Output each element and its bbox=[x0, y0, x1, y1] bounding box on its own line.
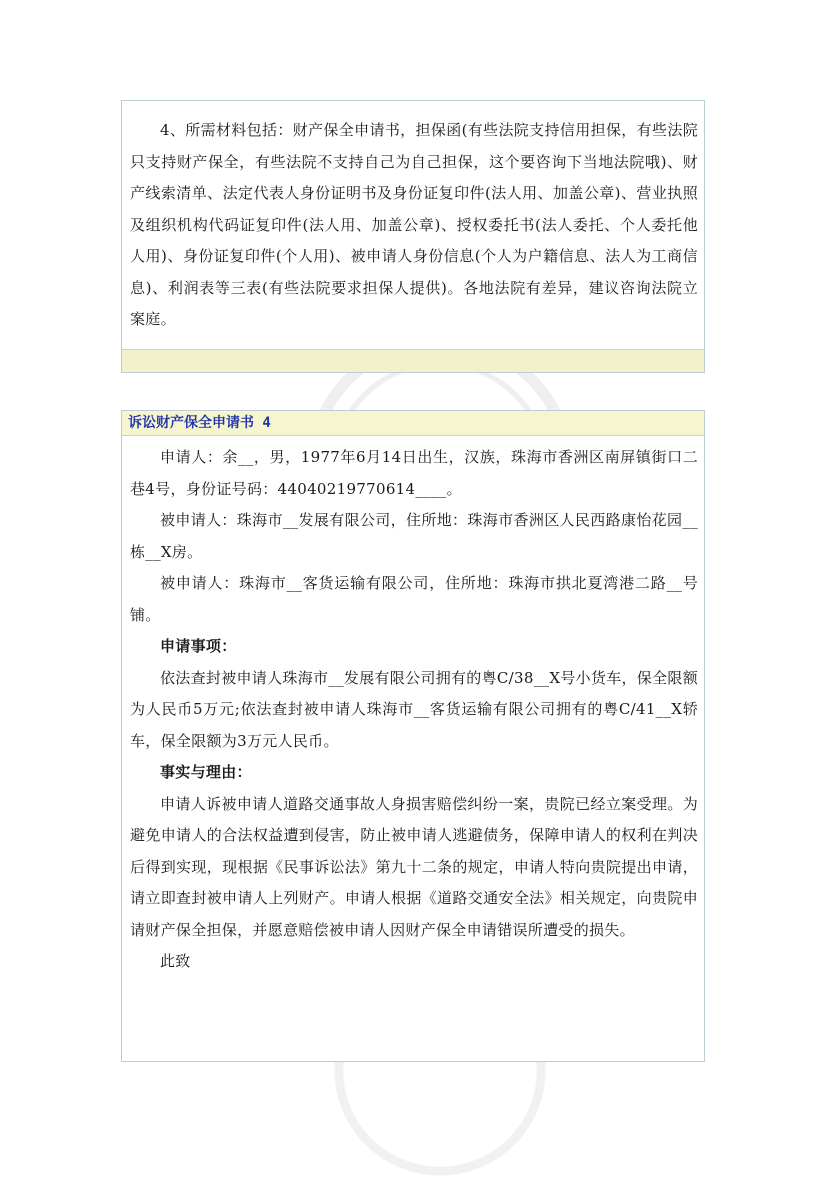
facts-heading: 事实与理由： bbox=[160, 763, 252, 781]
materials-section bbox=[121, 100, 705, 373]
facts-paragraph: 申请人诉被申请人道路交通事故人身损害赔偿纠纷一案，贵院已经立案受理。为避免申请人的合法权益遭到侵害，防止被申请人逃避债务，保障申请人的权利在判决后得到实现，现根据《民事诉讼法》第九十二条的规定，申请人特向贵院提出申请，请立即查封被申请人上列财产。申请人根据《道路交通安全法》相关规定，向贵院申请财产保全担保，并愿意赔偿被申请人因财产保全申请错误所遭受的损失。 bbox=[130, 794, 698, 939]
closing-line: 此致 bbox=[160, 952, 191, 970]
section-title: 诉讼财产保全申请书 4 bbox=[122, 411, 704, 436]
materials-paragraph: 4、所需材料包括：财产保全申请书，担保函(有些法院支持信用担保，有些法院只支持财产保全，有些法院不支持自己为自己担保，这个要咨询下当地法院哦)、财产线索清单、法定代表人身份证明书及身份证复印件(法人用、加盖公章)、营业执照及组织机构代码证复印件(法人用、加盖公章)、授权委托书(法人委托、个人委托他人用)、身份证复印件(个人用)、被申请人身份信息(个人为户籍信息、法人为工商信息)、利润表等三表(有些法院要求担保人提供)。各地法院有差异，建议咨询法院立案庭。 bbox=[130, 121, 698, 328]
request-paragraph: 依法查封被申请人珠海市__发展有限公司拥有的粤C/38__X号小货车，保全限额为人民币5万元;依法查封被申请人珠海市__客货运输有限公司拥有的粤C/41__X轿车，保全限额为3万元人民币。 bbox=[130, 668, 698, 750]
request-heading: 申请事项： bbox=[160, 637, 237, 655]
section-footer-band bbox=[122, 349, 704, 372]
respondent-paragraph-1: 被申请人：珠海市__发展有限公司，住所地：珠海市香洲区人民西路康怡花园__栋__X房。 bbox=[130, 511, 698, 561]
respondent-paragraph-2: 被申请人：珠海市__客货运输有限公司，住所地：珠海市拱北夏湾港二路__号铺。 bbox=[130, 574, 698, 624]
application-section bbox=[121, 410, 705, 1062]
applicant-paragraph: 申请人：余__，男，1977年6月14日出生，汉族，珠海市香洲区南屏镇街口二巷4号，身份证号码：44040219770614____。 bbox=[130, 448, 698, 498]
